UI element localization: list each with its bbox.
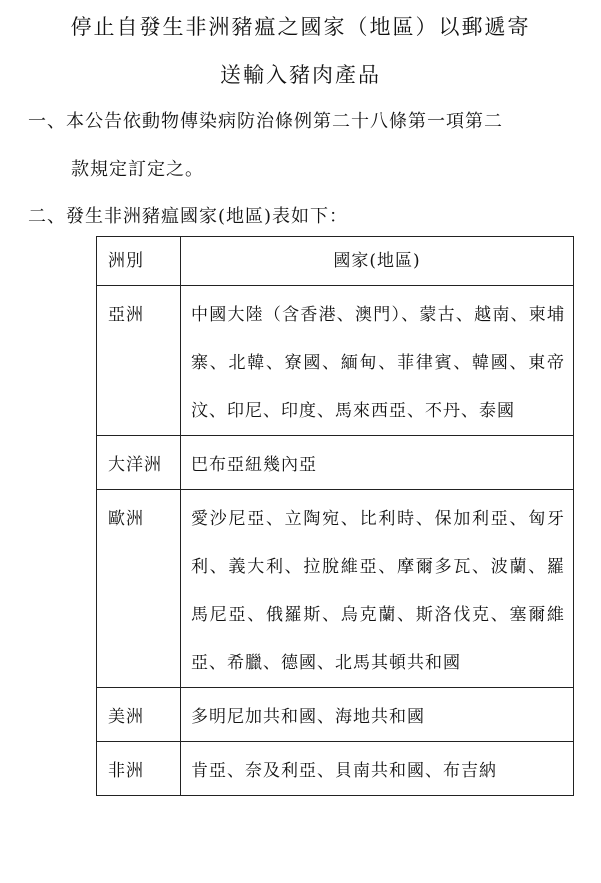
item-1-text: 一、本公告依動物傳染病防治條例第二十八條第一項第二 xyxy=(28,111,503,132)
table-row xyxy=(97,286,574,436)
header-countries: 國家(地區) xyxy=(181,237,574,286)
continent-cell: 亞洲 xyxy=(97,286,181,436)
countries-cell: 愛沙尼亞、立陶宛、比利時、保加利亞、匈牙利、義大利、拉脫維亞、摩爾多瓦、波蘭、羅馬尼亞、俄羅斯、烏克蘭、斯洛伐克、塞爾維亞、希臘、德國、北馬其頓共和國 xyxy=(181,490,574,688)
countries-cell: 多明尼加共和國、海地共和國 xyxy=(181,688,574,742)
table-row xyxy=(97,490,574,688)
asf-countries-table xyxy=(96,236,574,796)
table-row xyxy=(97,436,574,490)
continent-cell: 美洲 xyxy=(97,688,181,742)
continent-cell: 非洲 xyxy=(97,742,181,796)
table-row xyxy=(97,742,574,796)
table-header-row xyxy=(97,237,574,286)
continent-cell: 歐洲 xyxy=(97,490,181,688)
item-2-text: 二、發生非洲豬瘟國家(地區)表如下： xyxy=(28,206,349,227)
countries-cell: 肯亞、奈及利亞、貝南共和國、布吉納 xyxy=(181,742,574,796)
document-title-line-2: 送輸入豬肉產品 xyxy=(220,63,381,87)
header-continent: 洲別 xyxy=(97,237,181,286)
countries-cell: 巴布亞紐幾內亞 xyxy=(181,436,574,490)
continent-cell: 大洋洲 xyxy=(97,436,181,490)
document-title-line-1: 停止自發生非洲豬瘟之國家（地區）以郵遞寄 xyxy=(70,15,531,39)
item-1-continuation: 款規定訂定之。 xyxy=(71,159,204,180)
countries-cell: 中國大陸（含香港、澳門）、蒙古、越南、柬埔寨、北韓、寮國、緬甸、菲律賓、韓國、東帝汶、印尼、印度、馬來西亞、不丹、泰國 xyxy=(181,286,574,436)
table-row xyxy=(97,688,574,742)
